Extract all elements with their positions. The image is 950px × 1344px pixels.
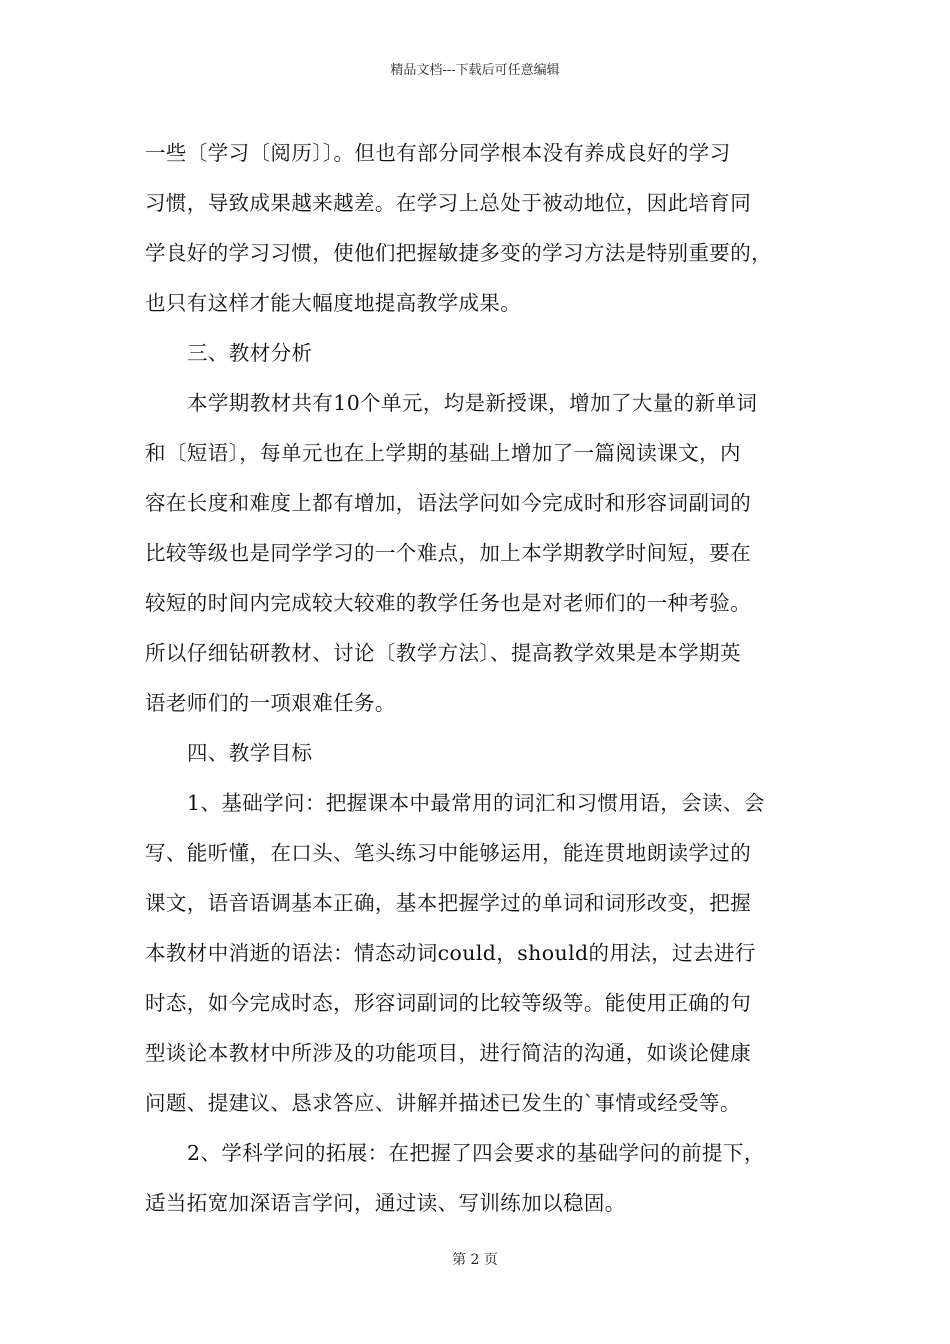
paragraph-line: 2、学科学问的拓展：在把握了四会要求的基础学问的前提下， [187,1141,765,1165]
page-header: 精品文档---下载后可任意编辑 [390,63,560,78]
section-heading: 三、教材分析 [187,341,313,365]
paragraph-line: 课文，语音语调基本正确，基本把握学过的单词和词形改变，把握 [145,891,752,915]
paragraph-line: 时态，如今完成时态，形容词副词的比较等级等。能使用正确的句 [145,991,752,1015]
paragraph-line: 较短的时间内完成较大较难的教学任务也是对老师们的一种考验。 [145,591,752,615]
paragraph-line: 1、基础学问：把握课本中最常用的词汇和习惯用语，会读、会 [187,791,765,815]
paragraph-line: 适当拓宽加深语言学问，通过读、写训练加以稳固。 [145,1191,626,1215]
paragraph-line: 语老师们的一项艰难任务。 [145,691,396,715]
paragraph-line: 比较等级也是同学学习的一个难点，加上本学期教学时间短，要在 [145,541,752,565]
paragraph-line: 容在长度和难度上都有增加，语法学问如今完成时和形容词副词的 [145,491,752,515]
paragraph-line: 问题、提建议、恳求答应、讲解并描述已发生的`事情或经受等。 [145,1091,741,1115]
paragraph-line: 型谈论本教材中所涉及的功能项目，进行简洁的沟通，如谈论健康 [145,1041,752,1065]
paragraph-line: 学良好的学习习惯，使他们把握敏捷多变的学习方法是特别重要的， [145,241,772,265]
paragraph-line: 也只有这样才能大幅度地提高教学成果。 [145,291,522,315]
paragraph-line: 写、能听懂，在口头、笔头练习中能够运用，能连贯地朗读学过的 [145,841,752,865]
paragraph-line: 习惯，导致成果越来越差。在学习上总处于被动地位，因此培育同 [145,191,752,215]
paragraph-line: 所以仔细钻研教材、讨论〔教学方法〕、提高教学效果是本学期英 [145,641,741,665]
page-number: 第 2 页 [452,1252,498,1268]
section-heading: 四、教学目标 [187,741,313,765]
paragraph-line: 本学期教材共有10个单元，均是新授课，增加了大量的新单词 [187,391,758,415]
document-body [145,128,820,1228]
paragraph-line: 和〔短语〕，每单元也在上学期的基础上增加了一篇阅读课文，内 [145,441,741,465]
paragraph-line: 本教材中消逝的语法：情态动词could，should的用法，过去进行 [145,941,756,965]
paragraph-line: 一些〔学习〔阅历〕〕。但也有部分同学根本没有养成良好的学习 [145,141,731,165]
